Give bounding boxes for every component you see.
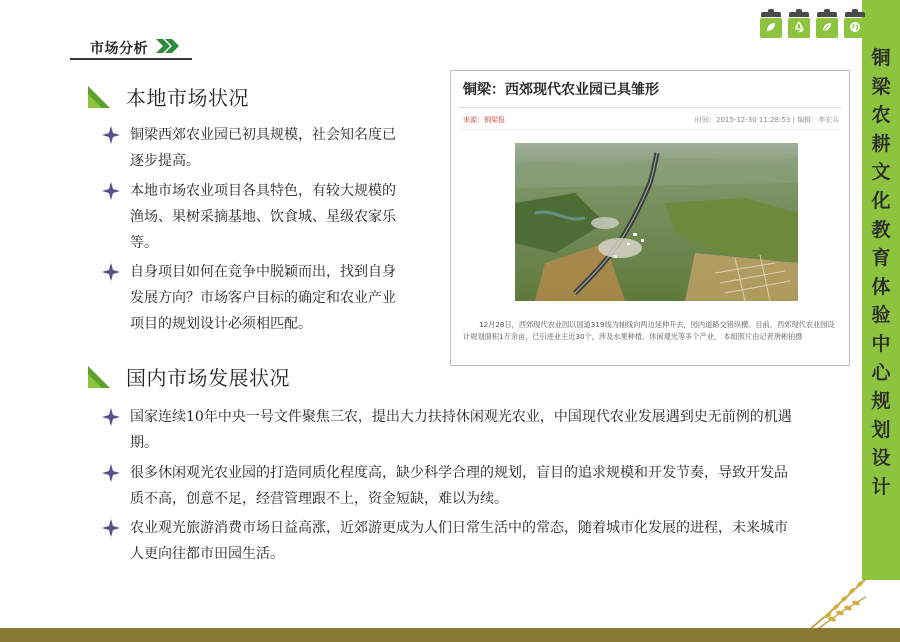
globe-bin-icon	[844, 12, 866, 38]
bullet-line: 逐步提高。	[130, 153, 200, 169]
side-title-char: 设	[871, 447, 891, 470]
bullet-item	[102, 259, 430, 337]
star-bullet-icon	[102, 182, 120, 200]
side-title-char: 农	[871, 104, 891, 127]
bullet-line: 本地市场农业项目各具特色，有较大规模的	[130, 183, 396, 199]
bullet-text	[130, 404, 860, 456]
side-title-char: 耕	[871, 132, 891, 155]
bullet-line: 发展方向？市场客户目标的确定和农业产业	[130, 290, 396, 306]
side-title-char: 化	[871, 189, 891, 212]
bullet-line: 等。	[130, 235, 158, 251]
wheat-icon	[808, 575, 868, 631]
bullet-item	[102, 122, 430, 174]
local-market-heading	[86, 82, 249, 111]
side-title-char: 心	[871, 361, 891, 384]
double-chevron-icon	[156, 39, 186, 53]
bullet-item	[102, 515, 860, 567]
side-title	[862, 44, 900, 502]
domestic-market-title: 国内市场发展状况	[126, 366, 290, 390]
side-title-char: 体	[871, 275, 891, 298]
star-bullet-icon	[102, 126, 120, 144]
star-bullet-icon	[102, 263, 120, 281]
bullet-line: 国家连续10年中央一号文件聚焦三农，提出大力扶持休闲观光农业，中国现代农业发展遇到史无前例的机遇	[130, 409, 792, 425]
bullet-line: 铜梁西郊农业园已初具规模，社会知名度已	[130, 127, 396, 143]
bullet-line: 人更向往都市田园生活。	[130, 546, 284, 562]
side-title-char: 教	[871, 218, 891, 241]
side-title-char: 梁	[871, 75, 891, 98]
bullet-line: 农业观光旅游消费市场日益高涨，近郊游更成为人们日常生活中的常态，随着城市化发展的进程，未来城市	[130, 520, 788, 536]
side-title-char: 中	[871, 332, 891, 355]
bullet-line: 期。	[130, 435, 158, 451]
bullet-text	[130, 460, 860, 512]
bullet-text	[130, 259, 430, 337]
side-title-char: 规	[871, 390, 891, 413]
bullet-text	[130, 122, 430, 174]
bullet-line: 自身项目如何在竞争中脱颖而出，找到自身	[130, 264, 396, 280]
side-title-char: 划	[871, 418, 891, 441]
triangle-marker-icon	[86, 364, 112, 390]
leaf-bin-icon	[816, 12, 838, 38]
star-bullet-icon	[102, 464, 120, 482]
bullet-line: 很多休闲观光农业园的打造同质化程度高，缺少科学合理的规划，盲目的追求规模和开发节奏，导致开发品	[130, 465, 788, 481]
side-title-bar	[862, 0, 900, 580]
recycle-bin-icon	[788, 12, 810, 38]
news-source: 来源：铜梁报	[463, 116, 505, 124]
side-title-char: 铜	[871, 47, 891, 69]
bottom-stripe	[0, 628, 900, 642]
triangle-marker-icon	[86, 84, 112, 110]
side-title-char: 育	[871, 247, 891, 270]
bullet-line: 质不高，创意不足，经营管理跟不上，资金短缺，难以为续。	[130, 491, 508, 507]
news-divider	[459, 129, 841, 130]
bullet-item	[102, 404, 860, 456]
star-bullet-icon	[102, 519, 120, 537]
news-caption: 12月28日，西郊现代农业园以国道319线为轴线向两边延伸开去，园内道路交错纵横。目前，西郊现代农业园设计规划面积1万余亩，已引进业主近30个，涉及水果种植、休闲观光等多个产业。 本组照片由记者唐彬拍摄	[463, 320, 835, 341]
side-title-char: 验	[871, 304, 891, 327]
top-icon-row	[760, 12, 866, 38]
news-title: 铜梁：西郊现代农业园已具雏形	[463, 82, 659, 98]
domestic-market-heading	[86, 362, 290, 391]
section-title: 市场分析	[90, 41, 148, 57]
leaf-bin-icon	[760, 12, 782, 38]
star-bullet-icon	[102, 408, 120, 426]
bullet-line: 渔场、果树采摘基地、饮食城、星级农家乐	[130, 209, 396, 225]
side-title-char: 文	[871, 161, 891, 184]
news-divider	[459, 107, 841, 108]
bullet-item	[102, 178, 430, 256]
aerial-photo	[515, 143, 798, 301]
local-market-title: 本地市场状况	[126, 86, 249, 110]
bullet-text	[130, 515, 860, 567]
bullet-text	[130, 178, 430, 256]
bullet-item	[102, 460, 860, 512]
side-title-char: 计	[871, 475, 891, 498]
news-meta: 时间：2015-12-30 11:28:53 | 编辑：李宏兵	[695, 116, 840, 124]
bullet-line: 项目的规划设计必须相匹配。	[130, 316, 312, 332]
news-article-card	[450, 70, 850, 366]
section-header	[70, 32, 192, 60]
section-underline	[70, 58, 192, 60]
